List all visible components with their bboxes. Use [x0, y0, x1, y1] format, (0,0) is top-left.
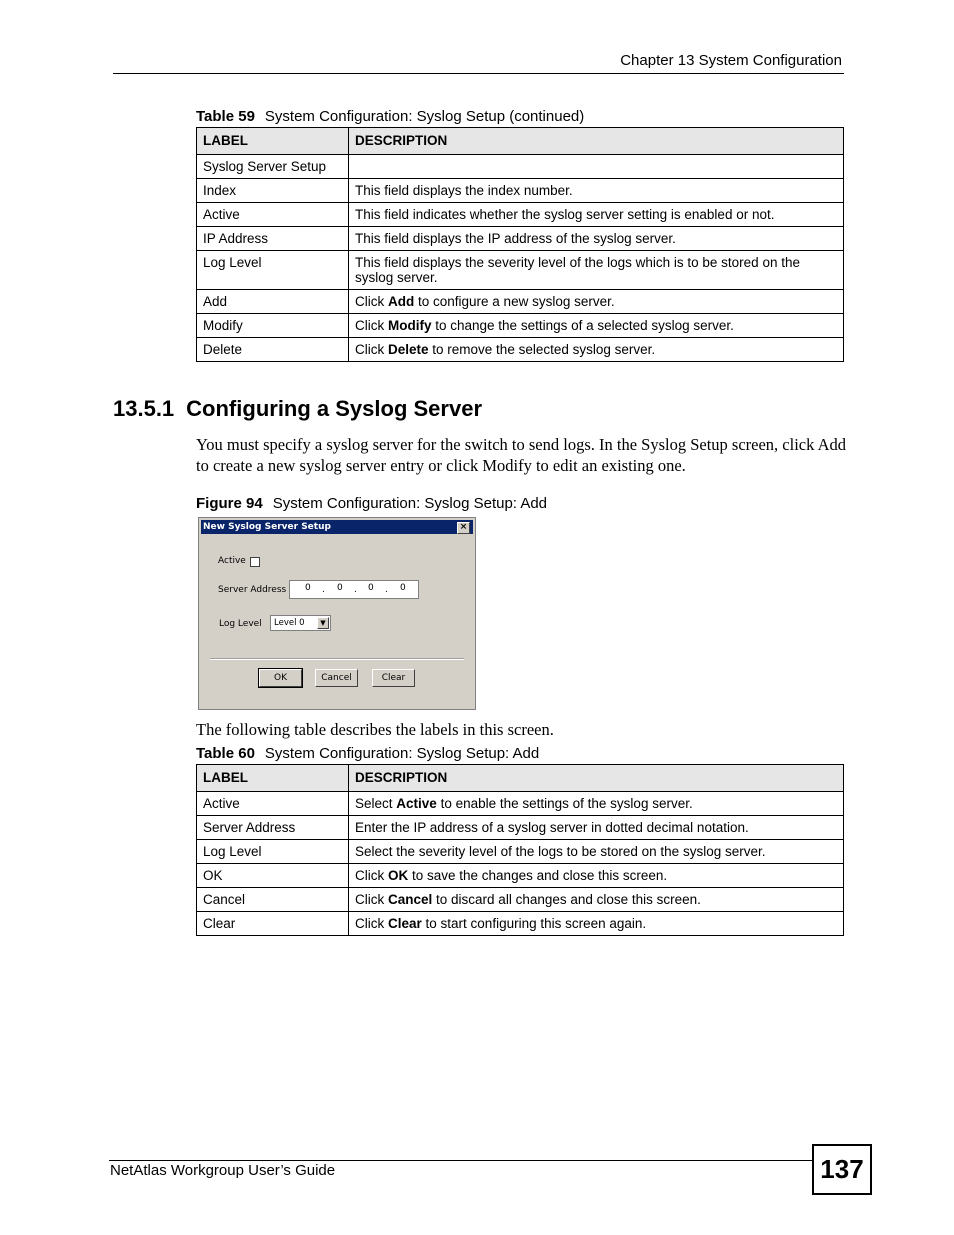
dialog-separator [210, 658, 464, 660]
row-description [349, 840, 844, 864]
table-row [197, 251, 844, 290]
description-text: Click [355, 892, 388, 907]
table-row [197, 912, 844, 936]
row-label: Syslog Server Setup [197, 155, 349, 179]
table59-caption-text: System Configuration: Syslog Setup (continued) [264, 108, 585, 125]
description-text: Enter the IP address of a syslog server in dotted decimal notation. [355, 820, 749, 835]
log-level-value: Level 0 [274, 618, 305, 628]
description-text: Click [355, 342, 388, 357]
table60-caption [196, 745, 539, 762]
description-text: to enable the settings of the syslog server. [436, 796, 693, 811]
col-label-header: LABEL [197, 128, 349, 155]
table59-caption [196, 108, 584, 125]
table-row [197, 888, 844, 912]
table60 [196, 764, 844, 936]
row-description [349, 338, 844, 362]
description-text: Click [355, 916, 388, 931]
footer-rule [109, 1160, 813, 1161]
description-text: to save the changes and close this screen. [408, 868, 668, 883]
row-description [349, 227, 844, 251]
ip-dot: . [354, 585, 357, 595]
row-label: Active [197, 792, 349, 816]
dialog-title: New Syslog Server Setup [203, 522, 331, 532]
row-label: Cancel [197, 888, 349, 912]
cancel-button[interactable]: Cancel [315, 669, 358, 687]
description-keyword: OK [388, 868, 409, 883]
col-description-header: DESCRIPTION [349, 765, 844, 792]
row-label: Add [197, 290, 349, 314]
row-label: Modify [197, 314, 349, 338]
ip-octet-3[interactable]: 0 [368, 583, 374, 593]
table-row [197, 179, 844, 203]
col-description-header: DESCRIPTION [349, 128, 844, 155]
table-row [197, 792, 844, 816]
table59 [196, 127, 844, 362]
dialog-title-bar [201, 520, 473, 534]
section-number: 13.5.1 [113, 396, 175, 421]
row-description [349, 290, 844, 314]
row-description [349, 179, 844, 203]
description-text: This field displays the index number. [355, 183, 573, 198]
description-keyword: Clear [388, 916, 422, 931]
log-level-label: Log Level [219, 619, 262, 629]
row-description [349, 792, 844, 816]
server-address-label: Server Address [218, 585, 287, 595]
section-title: Configuring a Syslog Server [186, 396, 483, 421]
row-label: IP Address [197, 227, 349, 251]
row-description [349, 155, 844, 179]
row-description [349, 912, 844, 936]
row-description [349, 864, 844, 888]
row-label: Index [197, 179, 349, 203]
table59-caption-label: Table 59 [196, 108, 255, 125]
close-icon[interactable]: × [457, 522, 470, 534]
table60-caption-label: Table 60 [196, 745, 255, 762]
row-label: Active [197, 203, 349, 227]
table-header-row [197, 128, 844, 155]
table-row [197, 290, 844, 314]
row-description [349, 816, 844, 840]
figure94-caption-text: System Configuration: Syslog Setup: Add [272, 495, 548, 512]
row-label: Clear [197, 912, 349, 936]
description-keyword: Add [388, 294, 415, 309]
ip-octet-4[interactable]: 0 [400, 583, 406, 593]
new-syslog-server-dialog [198, 517, 476, 710]
ip-octet-1[interactable]: 0 [305, 583, 311, 593]
table-row [197, 864, 844, 888]
footer-guide-title: NetAtlas Workgroup User’s Guide [110, 1162, 336, 1179]
table-row [197, 338, 844, 362]
table-row [197, 227, 844, 251]
log-level-select[interactable] [270, 615, 331, 631]
row-label: Log Level [197, 251, 349, 290]
description-keyword: Cancel [388, 892, 433, 907]
table-header-row [197, 765, 844, 792]
ip-dot: . [385, 585, 388, 595]
clear-button[interactable]: Clear [372, 669, 415, 687]
chapter-header: Chapter 13 System Configuration [620, 52, 842, 69]
row-label: Delete [197, 338, 349, 362]
table-row [197, 155, 844, 179]
description-text: to configure a new syslog server. [414, 294, 615, 309]
description-text: to discard all changes and close this screen. [432, 892, 701, 907]
table60-body [197, 792, 844, 936]
description-text: Select the severity level of the logs to be stored on the syslog server. [355, 844, 766, 859]
table-row [197, 203, 844, 227]
description-text: Click [355, 294, 388, 309]
description-keyword: Delete [388, 342, 429, 357]
following-text: The following table describes the labels in this screen. [196, 720, 554, 739]
ip-dot: . [322, 585, 325, 595]
col-label-header: LABEL [197, 765, 349, 792]
description-text: to remove the selected syslog server. [428, 342, 656, 357]
row-description [349, 314, 844, 338]
description-text: to start configuring this screen again. [421, 916, 647, 931]
ip-octet-2[interactable]: 0 [337, 583, 343, 593]
header-rule [113, 73, 844, 74]
table60-caption-text: System Configuration: Syslog Setup: Add [264, 745, 540, 762]
row-description [349, 203, 844, 227]
section-heading [113, 396, 482, 422]
active-checkbox[interactable] [250, 557, 260, 567]
table-row [197, 816, 844, 840]
description-text: to change the settings of a selected syslog server. [431, 318, 734, 333]
figure94-caption [196, 495, 547, 512]
table-row [197, 840, 844, 864]
row-label: Server Address [197, 816, 349, 840]
description-text: This field indicates whether the syslog server setting is enabled or not. [355, 207, 775, 222]
description-text: This field displays the IP address of the syslog server. [355, 231, 676, 246]
description-text: Select [355, 796, 397, 811]
row-label: OK [197, 864, 349, 888]
section-paragraph: You must specify a syslog server for the switch to send logs. In the Syslog Setup screen, click Add to create a new syslog server entry or click Modify to edit an existing one. [196, 435, 846, 475]
row-label: Log Level [197, 840, 349, 864]
row-description [349, 888, 844, 912]
description-text: Click [355, 318, 388, 333]
table-row [197, 314, 844, 338]
figure94-caption-label: Figure 94 [196, 495, 263, 512]
active-label: Active [218, 556, 246, 566]
description-text: This field displays the severity level of the logs which is to be stored on the syslog server. [355, 255, 800, 285]
server-address-input[interactable] [289, 580, 419, 599]
description-keyword: Active [396, 796, 437, 811]
page-number: 137 [812, 1144, 872, 1195]
chevron-down-icon[interactable]: ▼ [317, 617, 329, 629]
description-keyword: Modify [388, 318, 432, 333]
ok-button[interactable]: OK [259, 669, 302, 687]
row-description [349, 251, 844, 290]
description-text: Click [355, 868, 388, 883]
table59-body [197, 155, 844, 362]
